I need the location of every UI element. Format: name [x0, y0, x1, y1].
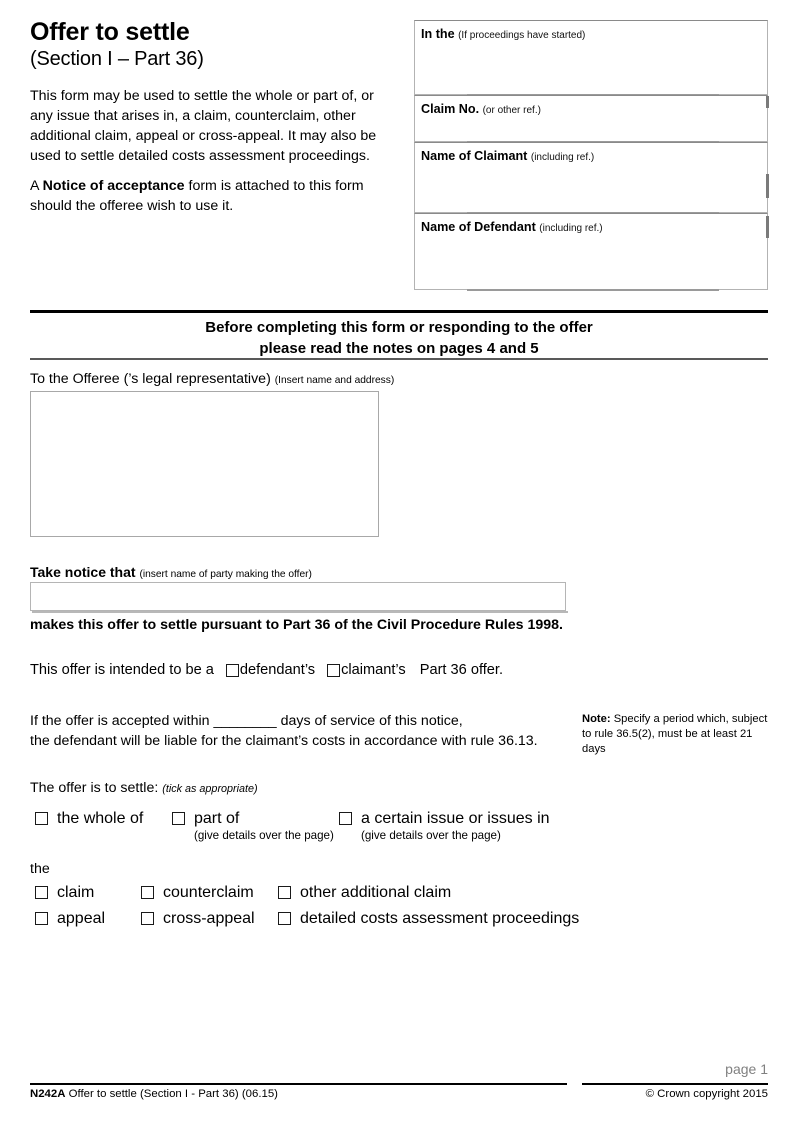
case-detail-name-of-defendant[interactable]: [414, 213, 768, 290]
settle-scope-label: the whole of: [57, 810, 144, 827]
take-notice-label-row: [30, 564, 312, 580]
settle-subject-label: counterclaim: [163, 884, 254, 901]
box-shadow-line: [467, 289, 719, 291]
settle-heading: The offer is to settle:: [30, 780, 159, 796]
settle-subject-label: appeal: [57, 910, 106, 927]
settle-subject-option-claim[interactable]: [35, 884, 94, 902]
intro-p2-before: A: [30, 178, 43, 194]
footer-rule-left: [30, 1083, 567, 1085]
case-detail-hint: (If proceedings have started): [458, 30, 586, 41]
notice-band: [30, 317, 768, 359]
checkbox-cross-appeal[interactable]: [141, 912, 154, 925]
form-code: N242A: [30, 1088, 66, 1100]
checkbox-part-of[interactable]: [172, 812, 185, 825]
intro-paragraph-1: This form may be used to settle the whole or part of, or any issue that arises in, a claim, counterclaim, other additional claim, appeal or cross-appeal. It may also be used to settle detailed costs assessment proceedings.: [30, 88, 377, 164]
intro-p2-after: form is attached to this form should the offeree wish to use it.: [30, 178, 364, 214]
offeree-hint: (Insert name and address): [274, 375, 395, 386]
case-detail-name-of-claimant[interactable]: [414, 142, 768, 213]
party-box-shadow-line: [32, 611, 568, 613]
settle-subject-option-detailed-costs[interactable]: [278, 910, 579, 928]
acceptance-period-text: [30, 711, 538, 751]
scan-artifact-tick: [766, 96, 769, 108]
notice-band-bottom-rule: [30, 358, 768, 360]
offer-type-claimant-label: claimant’s: [341, 662, 406, 678]
acceptance-suffix: days of service of this notice,: [280, 713, 463, 729]
checkbox-appeal[interactable]: [35, 912, 48, 925]
offer-type-defendant-label: defendant’s: [239, 662, 316, 678]
settle-subject-label: other additional claim: [300, 884, 452, 901]
case-detail-hint: (including ref.): [539, 223, 603, 234]
settle-subject-option-counterclaim[interactable]: [141, 884, 254, 902]
party-name-input[interactable]: [30, 582, 566, 611]
case-detail-label: Name of Claimant: [421, 149, 528, 163]
notice-line-2: please read the notes on pages 4 and 5: [259, 340, 539, 357]
acceptance-prefix: If the offer is accepted within: [30, 713, 210, 729]
offer-type-suffix: Part 36 offer.: [419, 662, 504, 678]
checkbox-defendant-offer[interactable]: [226, 664, 239, 677]
settle-subject-option-appeal[interactable]: [35, 910, 105, 928]
pursuant-text: makes this offer to settle pursuant to Part 36 of the Civil Procedure Rules 1998.: [30, 617, 563, 633]
offeree-label-row: [30, 371, 394, 387]
acceptance-line-2: the defendant will be liable for the claimant’s costs in accordance with rule 36.13.: [30, 733, 538, 749]
checkbox-other-additional-claim[interactable]: [278, 886, 291, 899]
case-detail-label: Name of Defendant: [421, 220, 536, 234]
intro-paragraph-2: [30, 176, 400, 216]
scan-artifact-tick: [766, 174, 769, 198]
case-details-group: [414, 20, 768, 290]
settle-hint: (tick as appropriate): [162, 783, 258, 795]
checkbox-certain-issue[interactable]: [339, 812, 352, 825]
settle-scope-sublabel: (give details over the page): [194, 829, 334, 842]
case-detail-hint: (or other ref.): [482, 105, 541, 116]
checkbox-the-whole-of[interactable]: [35, 812, 48, 825]
case-detail-in-the[interactable]: [414, 20, 768, 95]
checkbox-claim[interactable]: [35, 886, 48, 899]
settle-subject-label: cross-appeal: [163, 910, 255, 927]
intro-text: [30, 86, 400, 216]
page-number: page 1: [725, 1061, 768, 1077]
checkbox-counterclaim[interactable]: [141, 886, 154, 899]
form-code-description: Offer to settle (Section I - Part 36) (06.15): [65, 1088, 278, 1100]
page-title: Offer to settle: [30, 18, 190, 46]
settle-scope-label: part of: [194, 810, 240, 827]
checkbox-detailed-costs-assessment[interactable]: [278, 912, 291, 925]
settle-scope-option-whole[interactable]: [35, 810, 143, 828]
offeree-address-input[interactable]: [30, 391, 379, 537]
settle-subject-option-other-additional-claim[interactable]: [278, 884, 451, 902]
settle-subject-label: claim: [57, 884, 95, 901]
offer-type-row: [30, 662, 503, 678]
checkbox-claimant-offer[interactable]: [327, 664, 340, 677]
case-detail-label-row: [415, 96, 767, 118]
scan-artifact-tick: [766, 216, 769, 238]
copyright-notice: © Crown copyright 2015: [645, 1088, 768, 1100]
side-note-text: Specify a period which, subject to rule 36.5(2), must be at least 21 days: [582, 713, 768, 755]
settle-subject-label: detailed costs assessment proceedings: [300, 910, 580, 927]
case-detail-label-row: [415, 21, 767, 43]
page-subtitle: (Section I – Part 36): [30, 48, 204, 70]
settle-heading-row: [30, 780, 258, 796]
case-detail-label: In the: [421, 27, 455, 41]
form-code-line: [30, 1088, 278, 1100]
case-detail-label: Claim No.: [421, 102, 480, 116]
acceptance-line-1: [30, 711, 538, 731]
settle-the-word: the: [30, 861, 50, 877]
days-input-blank[interactable]: ________: [213, 713, 277, 729]
take-notice-label: Take notice that: [30, 564, 136, 580]
offeree-label: To the Offeree (’s legal representative): [30, 371, 271, 387]
case-detail-claim-no[interactable]: [414, 95, 768, 142]
notice-line-1: Before completing this form or responding to the offer: [205, 319, 593, 336]
side-note-label: Note:: [582, 713, 611, 725]
case-detail-label-row: [415, 143, 767, 165]
notice-band-top-rule: [30, 310, 768, 313]
settle-subject-option-cross-appeal[interactable]: [141, 910, 255, 928]
settle-scope-sublabel: (give details over the page): [361, 829, 501, 842]
side-note: [582, 712, 772, 757]
settle-scope-option-certain-issue[interactable]: [339, 810, 550, 842]
notice-of-acceptance-emphasis: Notice of acceptance: [42, 178, 185, 194]
case-detail-hint: (including ref.): [530, 152, 595, 163]
case-detail-label-row: [415, 214, 767, 236]
take-notice-hint: (insert name of party making the offer): [139, 569, 312, 580]
offer-type-prefix: This offer is intended to be a: [30, 662, 214, 678]
settle-scope-option-part[interactable]: [172, 810, 334, 842]
settle-scope-label: a certain issue or issues in: [361, 810, 550, 827]
footer-rule-right: [582, 1083, 768, 1085]
